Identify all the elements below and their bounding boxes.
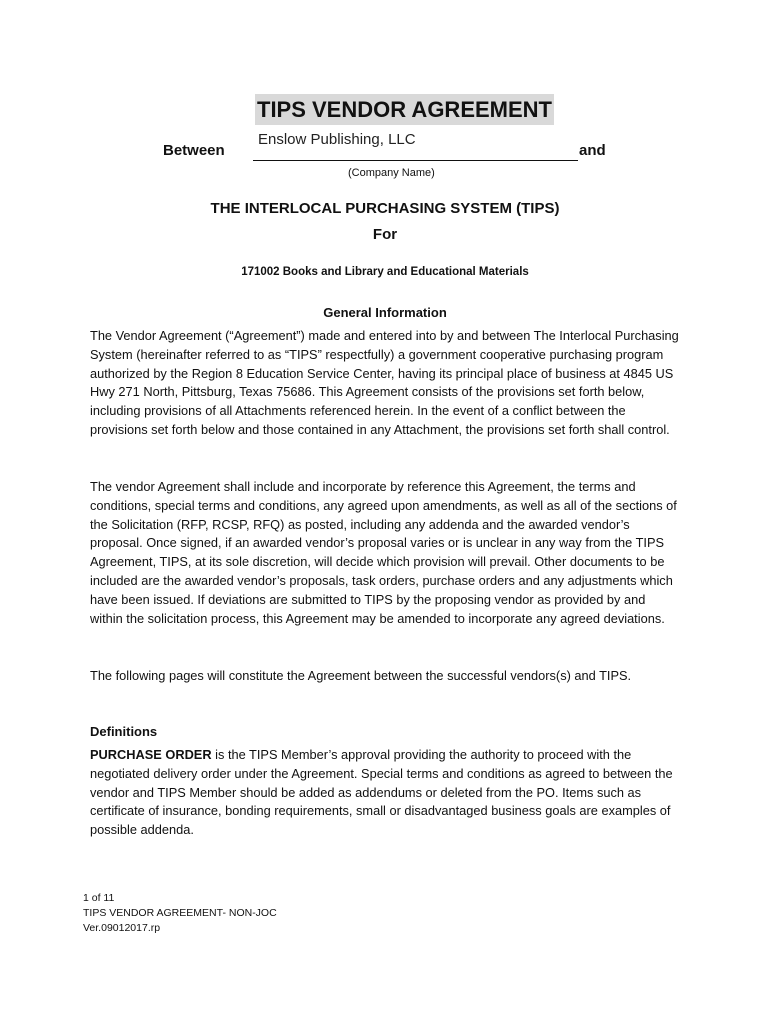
general-paragraph-3: The following pages will constitute the Agreement between the successful vendors(s) and TIPS. (90, 668, 632, 683)
footer-doc-name: TIPS VENDOR AGREEMENT- NON-JOC (83, 907, 277, 919)
footer-version: Ver.09012017.rp (83, 922, 161, 934)
purchase-order-text: is the TIPS Member’s approval providing the authority to proceed with the negotiated delivery order under the Agreement. Special terms and conditions as agreed to between the vendor and TIPS Member should be added as addendums or deleted from the PO. Items such as certificate of insurance, bonding requirements, small or disadvantaged business goals are examples of possible addenda. (90, 747, 673, 838)
general-paragraph-1: The Vendor Agreement (“Agreement”) made and entered into by and between The Interlocal Purchasing System (hereinafter referred to as “TIPS” respectfully) a government cooperative purchasing program authorized by the Region 8 Education Service Center, having its principal place of business at 4845 US Hwy 271 North, Pittsburg, Texas 75686. This Agreement consists of the provisions set forth below, including provisions of all Attachments referenced herein. In the event of a conflict between the provisions set forth below and those contained in any Attachment, the provisions set forth shall control. (90, 328, 679, 437)
for-heading: For (372, 226, 398, 243)
page-footer (83, 891, 277, 936)
and-label: and (579, 142, 606, 159)
document-title: TIPS VENDOR AGREEMENT (255, 94, 554, 125)
page-number: 1 of 11 (83, 892, 115, 904)
organization-heading: THE INTERLOCAL PURCHASING SYSTEM (TIPS) (210, 200, 560, 217)
general-information-heading: General Information (323, 305, 447, 320)
company-name-underline (253, 160, 578, 161)
company-name-caption: (Company Name) (348, 167, 435, 179)
definitions-heading: Definitions (90, 724, 158, 739)
definition-purchase-order (90, 746, 680, 840)
company-name-field[interactable]: Enslow Publishing, LLC (258, 131, 416, 148)
general-paragraph-2: The vendor Agreement shall include and incorporate by reference this Agreement, the terms and conditions, special terms and conditions, any agreed upon amendments, as well as all of the sections of the Solicitation (RFP, RCSP, RFQ) as posted, including any addenda and the awarded vendor’s proposal. Once signed, if an awarded vendor’s proposal varies or is unclear in any way from the TIPS Agreement, TIPS, at its sole discretion, will decide which provision will prevail. Other documents to be included are the awarded vendor’s proposals, task orders, purchase orders and any adjustments which have been issued. If deviations are submitted to TIPS by the proposing vendor as provided by and within the solicitation process, this Agreement may be amended to incorporate any agreed deviations. (90, 479, 677, 626)
purchase-order-term: PURCHASE ORDER (90, 747, 212, 762)
solicitation-heading: 171002 Books and Library and Educational Materials (241, 266, 529, 278)
between-label: Between (163, 142, 225, 159)
